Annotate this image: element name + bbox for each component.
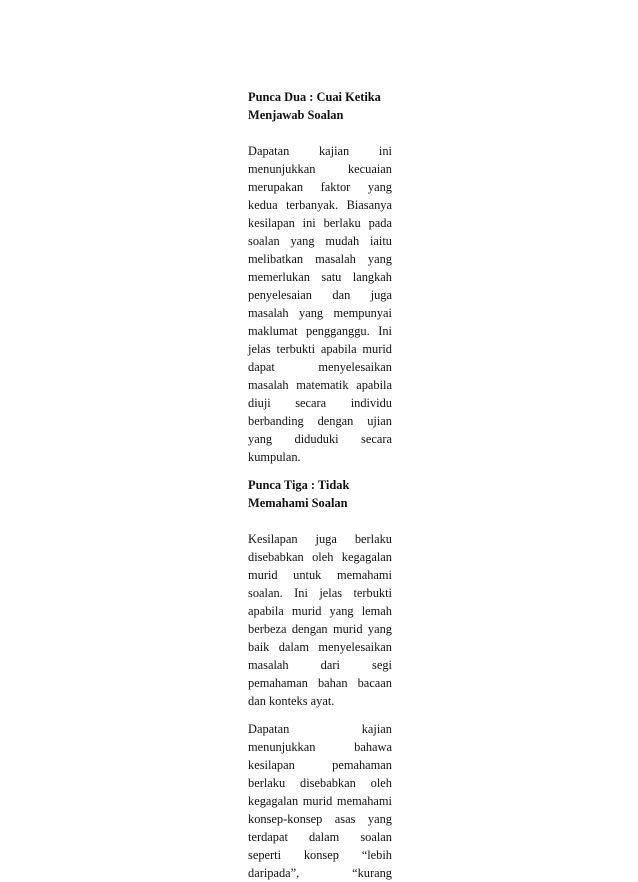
document-text-column	[248, 88, 392, 882]
section-punca-dua	[248, 88, 392, 466]
section-heading: Punca Tiga : Tidak Memahami Soalan	[248, 478, 350, 510]
body-paragraph: Kesilapan juga berlaku disebabkan oleh kegagalan murid untuk memahami soalan. Ini jelas terbukti apabila murid yang lemah berbeza dengan murid yang baik dalam menyelesaikan masalah dari segi pemahaman bahan bacaan dan konteks ayat.	[248, 532, 392, 708]
section-heading: Punca Dua : Cuai Ketika Menjawab Soalan	[248, 90, 381, 122]
body-paragraph: Dapatan kajian ini menunjukkan kecuaian merupakan faktor yang kedua terbanyak. Biasanya kesilapan ini berlaku pada soalan yang mudah iaitu melibatkan masalah yang memerlukan satu langkah penyelesaian dan juga masalah yang mempunyai maklumat pengganggu. Ini jelas terbukti apabila murid dapat menyelesaikan masalah matematik apabila diuji secara individu berbanding dengan ujian yang diduduki secara kumpulan.	[248, 144, 392, 464]
section-punca-tiga	[248, 476, 392, 882]
body-paragraph: Dapatan kajian menunjukkan bahawa kesilapan pemahaman berlaku disebabkan oleh kegagalan murid memahami konsep-konsep asas yang terdapat dalam soalan seperti konsep “lebih daripada”, “kurang	[248, 722, 392, 880]
